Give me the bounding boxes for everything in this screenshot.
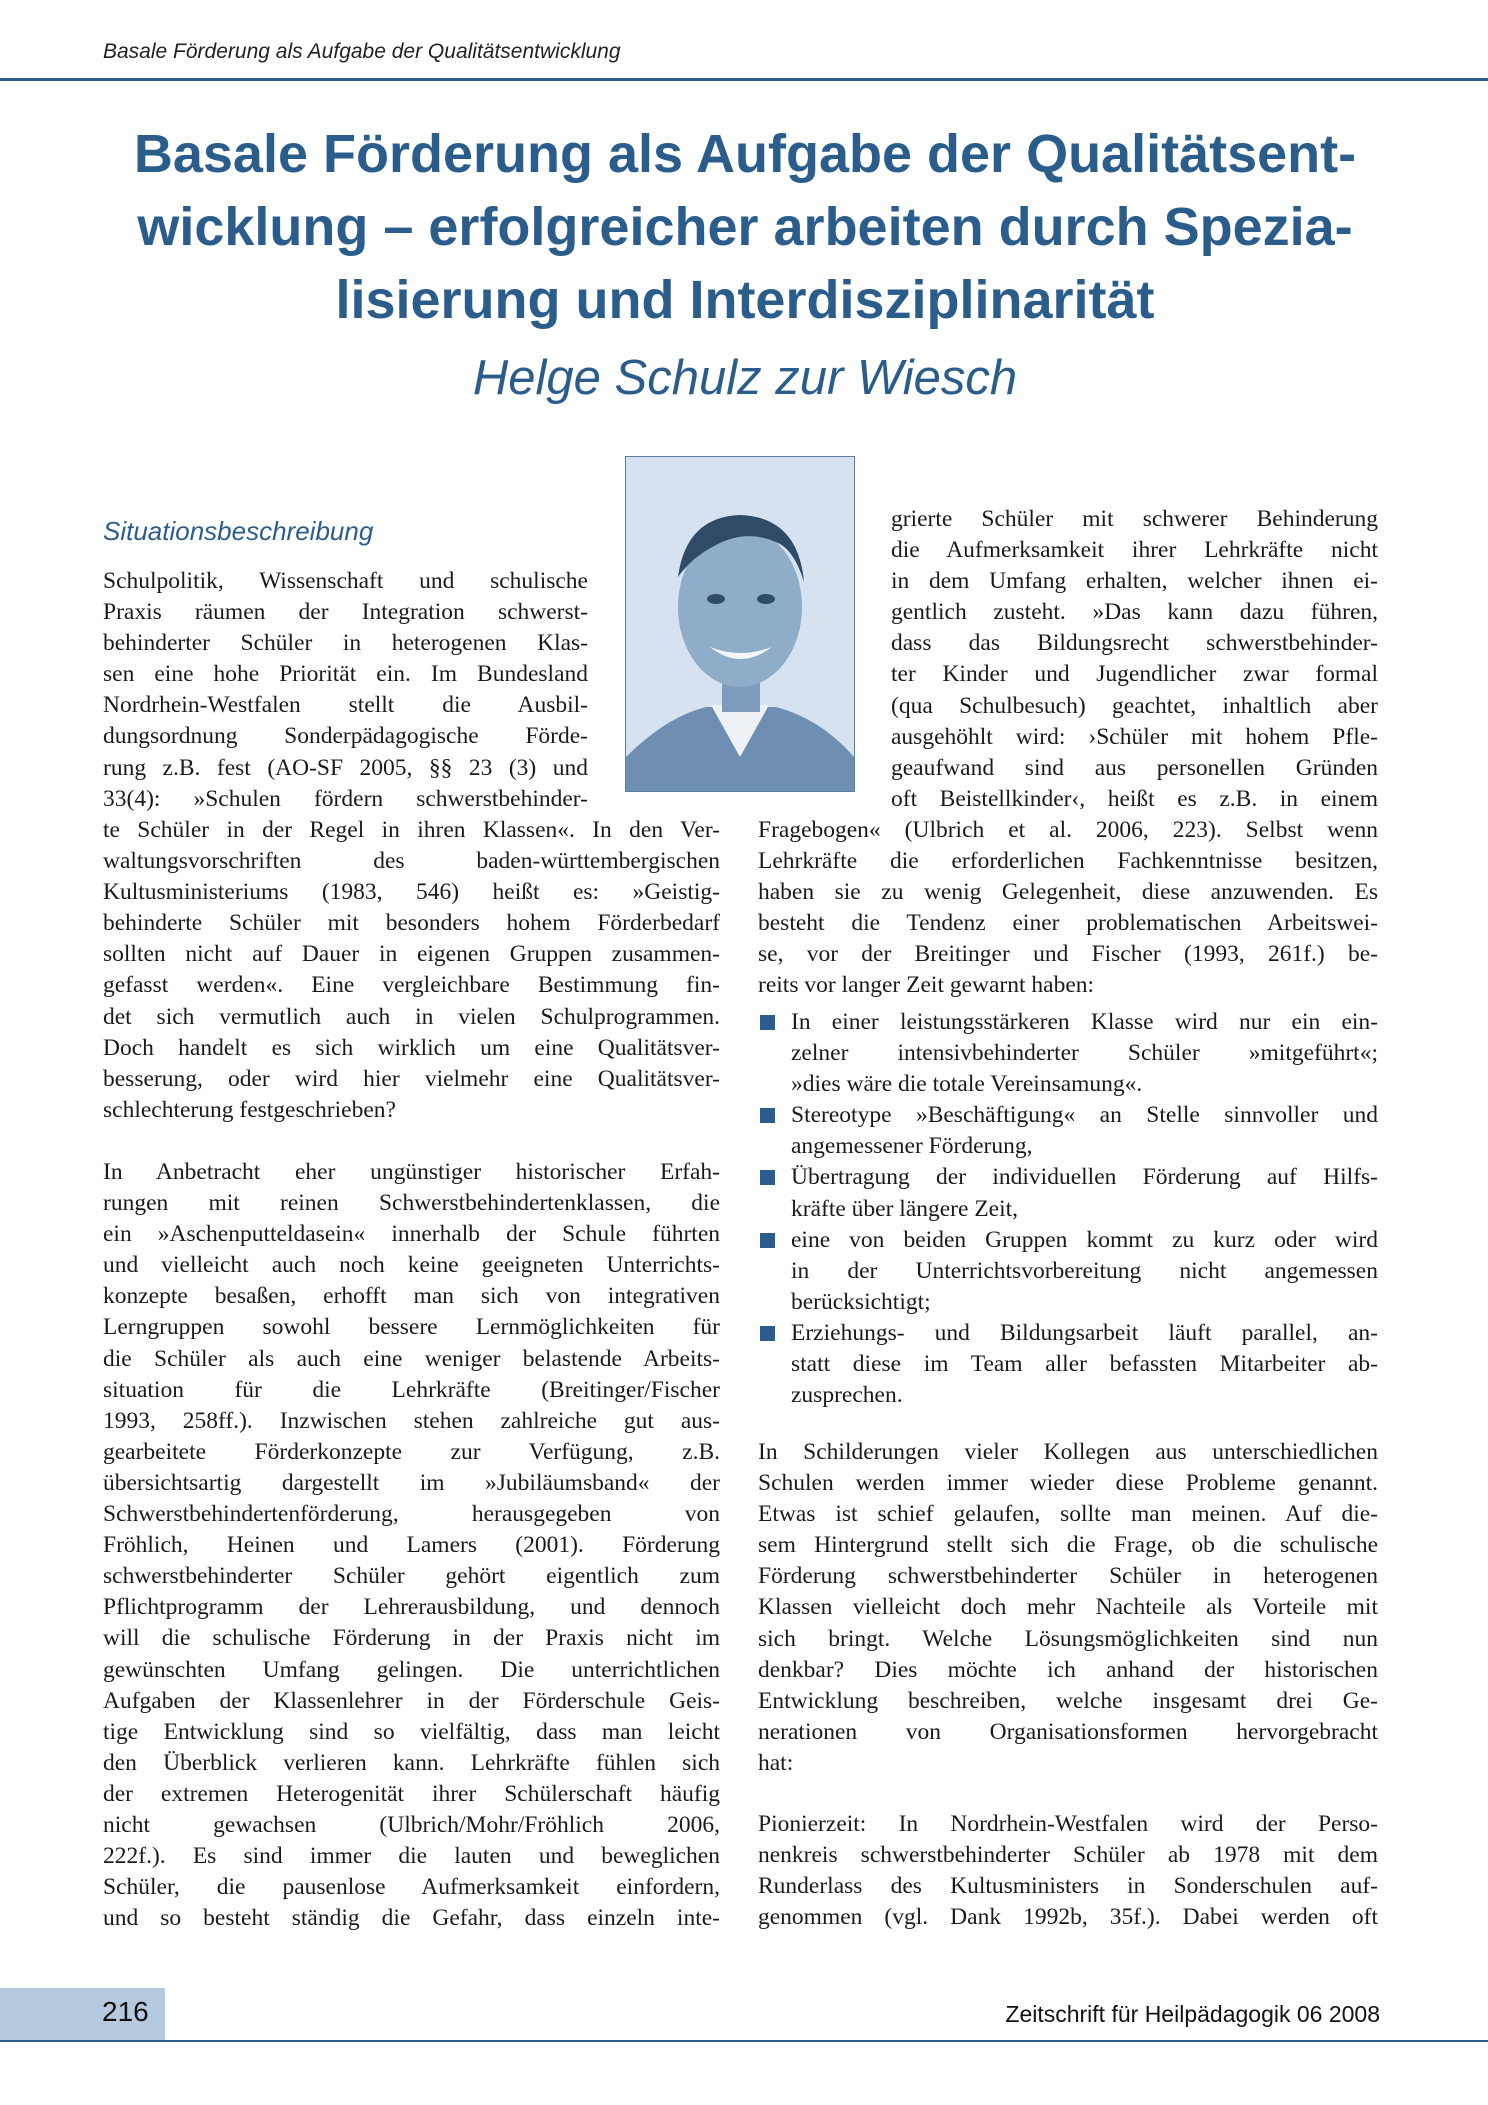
text-line: statt diese im Team aller befassten Mitarbeiter ab-: [791, 1351, 1378, 1378]
text-line: zelner intensivbehinderter Schüler »mitgeführt«;: [791, 1040, 1378, 1067]
journal-name: Zeitschrift für Heilpädagogik 06 2008: [1005, 2001, 1380, 2027]
text-line: haben sie zu wenig Gelegenheit, diese anzuwenden. Es: [758, 879, 1378, 906]
text-line: schwerstbehinderter Schüler gehört eigentlich zum: [103, 1563, 720, 1590]
text-line: waltungsvorschriften des baden-württembergischen: [103, 848, 720, 875]
text-line: ter Kinder und Jugendlicher zwar formal: [891, 661, 1378, 688]
text-line: Nordrhein-Westfalen stellt die Ausbil-: [103, 692, 588, 719]
left-paragraph-1-narrow: [103, 566, 588, 815]
text-line: angemessener Förderung,: [791, 1133, 1033, 1160]
left-paragraph-2: [103, 1157, 720, 1934]
text-line: rungen mit reinen Schwerstbehindertenklassen, die: [103, 1190, 720, 1217]
text-line: Kultusministeriums (1983, 546) heißt es: »Geistig-: [103, 879, 720, 906]
text-line: Entwicklung beschreiben, welche insgesamt drei Ge-: [758, 1687, 1378, 1714]
text-line: 222f.). Es sind immer die lauten und beweglichen: [103, 1843, 720, 1870]
text-line: besserung, oder wird hier vielmehr eine Qualitätsver-: [103, 1065, 720, 1092]
text-line: Lehrkräfte die erforderlichen Fachkenntnisse besitzen,: [758, 848, 1378, 875]
square-bullet-icon: [760, 1015, 775, 1030]
text-line: in dem Umfang erhalten, welcher ihnen ei-: [891, 568, 1378, 595]
text-line: oft Beistellkinder‹, heißt es z.B. in einem: [891, 785, 1378, 812]
text-line: In Anbetracht eher ungünstiger historischer Erfah-: [103, 1159, 720, 1185]
right-paragraph-2: [758, 1437, 1378, 1779]
list-item: [758, 1162, 1378, 1224]
text-line: behinderter Schüler in heterogenen Klas-: [103, 630, 588, 657]
text-line: se, vor der Breitinger und Fischer (1993, 261f.) be-: [758, 941, 1378, 968]
text-line: denkbar? Dies möchte ich anhand der historischen: [758, 1656, 1378, 1683]
text-line: und so besteht ständig die Gefahr, dass einzeln inte-: [103, 1905, 720, 1932]
title-line: Basale Förderung als Aufgabe der Qualitätsent-: [133, 124, 1357, 184]
author-portrait-image: [626, 457, 854, 791]
text-line: gewünschten Umfang gelingen. Die unterrichtlichen: [103, 1656, 720, 1683]
text-line: der extremen Heterogenität ihrer Schülerschaft häufig: [103, 1780, 720, 1807]
square-bullet-icon: [760, 1108, 775, 1123]
text-line: grierte Schüler mit schwerer Behinderung: [891, 506, 1378, 532]
title-line: wicklung – erfolgreicher arbeiten durch Spezia-: [137, 197, 1353, 257]
text-line: besteht die Tendenz einer problematischen Arbeitswei-: [758, 910, 1378, 937]
text-line: Runderlass des Kultusministers in Sonderschulen auf-: [758, 1873, 1378, 1900]
text-line: den Überblick verlieren kann. Lehrkräfte fühlen sich: [103, 1749, 720, 1776]
title-line: lisierung und Interdisziplinarität: [335, 270, 1155, 330]
text-line: 1993, 258ff.). Inzwischen stehen zahlreiche gut aus-: [103, 1407, 720, 1434]
list-item: [758, 1100, 1378, 1162]
text-line: die Schüler als auch eine weniger belastende Arbeits-: [103, 1345, 720, 1372]
text-line: Pionierzeit: In Nordrhein-Westfalen wird der Perso-: [758, 1811, 1378, 1837]
square-bullet-icon: [760, 1326, 775, 1341]
text-line: »dies wäre die totale Vereinsamung«.: [791, 1071, 1143, 1098]
running-header: Basale Förderung als Aufgabe der Qualitätsentwicklung: [103, 40, 621, 63]
text-line: reits vor langer Zeit gewarnt haben:: [758, 972, 1095, 999]
footer-rule: [0, 2040, 1488, 2042]
text-line: in der Unterrichtsvorbereitung nicht angemessen: [791, 1257, 1378, 1284]
page-number: 216: [102, 1996, 149, 2027]
text-line: eine von beiden Gruppen kommt zu kurz oder wird: [791, 1226, 1378, 1253]
text-line: sich bringt. Welche Lösungsmöglichkeiten sind nun: [758, 1625, 1378, 1652]
right-paragraph-1-narrow: [891, 504, 1378, 815]
text-line: (qua Schulbesuch) geachtet, inhaltlich aber: [891, 692, 1378, 719]
text-line: gearbeitete Förderkonzepte zur Verfügung, z.B.: [103, 1438, 720, 1465]
text-line: Schulpolitik, Wissenschaft und schulische: [103, 568, 588, 594]
text-line: tige Entwicklung sind so vielfältig, dass man leicht: [103, 1718, 720, 1745]
text-line: geaufwand sind aus personellen Gründen: [891, 754, 1378, 781]
text-line: nicht gewachsen (Ulbrich/Mohr/Fröhlich 2006,: [103, 1811, 720, 1838]
text-line: behinderte Schüler mit besonders hohem Förderbedarf: [103, 910, 720, 937]
text-line: In einer leistungsstärkeren Klasse wird nur ein ein-: [791, 1009, 1378, 1035]
right-paragraph-1-wide: [758, 815, 1378, 1002]
text-line: nerationen von Organisationsformen hervorgebracht: [758, 1718, 1378, 1745]
text-line: situation für die Lehrkräfte (Breitinger/Fischer: [103, 1376, 720, 1403]
text-line: zusprechen.: [791, 1382, 903, 1409]
text-line: und vielleicht auch noch keine geeigneten Unterrichts-: [103, 1252, 720, 1279]
list-item: [758, 1318, 1378, 1411]
text-line: Erziehungs- und Bildungsarbeit läuft parallel, an-: [791, 1319, 1378, 1346]
text-line: gefasst werden«. Eine vergleichbare Bestimmung fin-: [103, 972, 720, 999]
left-paragraph-1-wide: [103, 815, 720, 1126]
text-line: Aufgaben der Klassenlehrer in der Förderschule Geis-: [103, 1687, 720, 1714]
text-line: Pflichtprogramm der Lehrerausbildung, und dennoch: [103, 1594, 720, 1621]
text-line: schlechterung festgeschrieben?: [103, 1096, 396, 1123]
bullet-list: [758, 1007, 1378, 1411]
text-line: Etwas ist schief gelaufen, sollte man meinen. Auf die-: [758, 1501, 1378, 1528]
text-line: Schwerstbehindertenförderung, herausgegeben von: [103, 1501, 720, 1528]
text-line: Fragebogen« (Ulbrich et al. 2006, 223). Selbst wenn: [758, 817, 1378, 843]
text-line: berücksichtigt;: [791, 1288, 931, 1315]
text-line: genommen (vgl. Dank 1992b, 35f.). Dabei werden oft: [758, 1904, 1378, 1931]
text-line: sollten nicht auf Dauer in eigenen Gruppen zusammen-: [103, 941, 720, 968]
text-line: hat:: [758, 1749, 794, 1776]
text-line: Doch handelt es sich wirklich um eine Qualitätsver-: [103, 1034, 720, 1061]
article-title: [100, 118, 1390, 337]
text-line: Schüler, die pausenlose Aufmerksamkeit einfordern,: [103, 1874, 720, 1901]
text-line: dass das Bildungsrecht schwerstbehinder-: [891, 630, 1378, 657]
text-line: Schulen werden immer wieder diese Probleme genannt.: [758, 1470, 1378, 1497]
text-line: 33(4): »Schulen fördern schwerstbehinder-: [103, 785, 588, 812]
author-photo: [625, 456, 855, 792]
text-line: Praxis räumen der Integration schwerst-: [103, 599, 588, 626]
text-line: sen eine hohe Priorität ein. Im Bundesland: [103, 661, 588, 688]
list-item: [758, 1007, 1378, 1100]
author-name: Helge Schulz zur Wiesch: [472, 351, 1018, 405]
text-line: ein »Aschenputteldasein« innerhalb der Schule führten: [103, 1221, 720, 1248]
text-line: Klassen vielleicht doch mehr Nachteile als Vorteile mit: [758, 1594, 1378, 1621]
text-line: Fröhlich, Heinen und Lamers (2001). Förderung: [103, 1532, 720, 1559]
list-item: [758, 1225, 1378, 1318]
text-line: die Aufmerksamkeit ihrer Lehrkräfte nicht: [891, 537, 1378, 564]
header-rule: [0, 78, 1488, 81]
text-line: konzepte besaßen, erhofft man sich von integrativen: [103, 1283, 720, 1310]
text-line: rung z.B. fest (AO-SF 2005, §§ 23 (3) und: [103, 754, 588, 781]
text-line: dungsordnung Sonderpädagogische Förde-: [103, 723, 588, 750]
text-line: sem Hintergrund stellt sich die Frage, ob die schulische: [758, 1532, 1378, 1559]
text-line: Übertragung der individuellen Förderung auf Hilfs-: [791, 1164, 1378, 1191]
square-bullet-icon: [760, 1170, 775, 1185]
text-line: ausgehöhlt wird: ›Schüler mit hohem Pfle-: [891, 723, 1378, 750]
text-line: übersichtsartig dargestellt im »Jubiläumsband« der: [103, 1469, 720, 1496]
text-line: det sich vermutlich auch in vielen Schulprogrammen.: [103, 1003, 720, 1030]
square-bullet-icon: [760, 1233, 775, 1248]
text-line: In Schilderungen vieler Kollegen aus unterschiedlichen: [758, 1439, 1378, 1465]
text-line: nenkreis schwerstbehinderter Schüler ab 1978 mit dem: [758, 1842, 1378, 1869]
text-line: Stereotype »Beschäftigung« an Stelle sinnvoller und: [791, 1102, 1378, 1129]
text-line: Förderung schwerstbehinderter Schüler in heterogenen: [758, 1563, 1378, 1590]
text-line: will die schulische Förderung in der Praxis nicht im: [103, 1625, 720, 1652]
right-paragraph-3: [758, 1809, 1378, 1933]
text-line: kräfte über längere Zeit,: [791, 1195, 1019, 1222]
text-line: Lerngruppen sowohl bessere Lernmöglichkeiten für: [103, 1314, 720, 1341]
text-line: te Schüler in der Regel in ihren Klassen«. In den Ver-: [103, 817, 720, 843]
text-line: gentlich zusteht. »Das kann dazu führen,: [891, 599, 1378, 626]
section-heading: Situationsbeschreibung: [103, 516, 374, 546]
